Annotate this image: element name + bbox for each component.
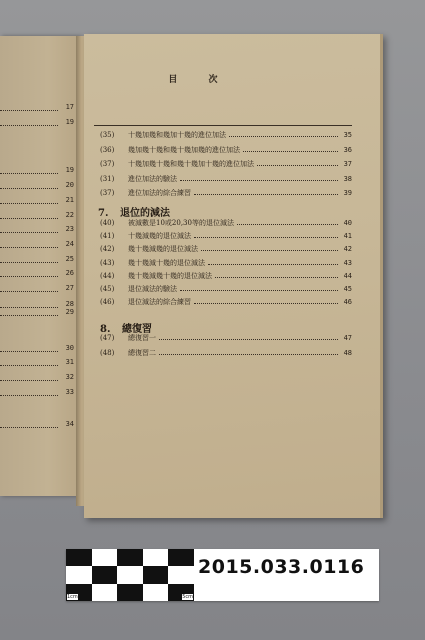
section-heading-8 (100, 320, 152, 335)
toc-leader-dots (180, 180, 338, 181)
toc-leader-dots (194, 303, 338, 304)
toc-entry-number: (48) (100, 349, 115, 357)
left-page-number: 20 (65, 181, 74, 189)
toc-entry (100, 130, 352, 140)
checker-square (117, 584, 143, 601)
catalog-number: 2015.033.0116 (198, 556, 365, 578)
checker-square (92, 566, 118, 583)
toc-entry-title: 幾十幾減幾十幾的退位減法 (128, 271, 212, 280)
toc-entry-page: 39 (343, 189, 352, 197)
left-page-number: 34 (65, 420, 74, 428)
left-page-number: 27 (65, 284, 74, 292)
toc-leader-dots (201, 250, 338, 251)
toc-entry-number: (41) (100, 232, 115, 241)
toc-entry-title: 進位加法的綜合練習 (128, 189, 191, 197)
toc-entry-number: (43) (100, 258, 115, 267)
toc-entry-title: 總復習一 (128, 334, 156, 342)
section-title: 總復習 (122, 324, 152, 335)
toc-entry-page: 45 (343, 285, 352, 293)
section-title: 退位的減法 (120, 208, 170, 219)
left-page-number: 19 (65, 166, 74, 174)
toc-entry-page: 44 (343, 271, 352, 280)
page-title: 目 次 (168, 75, 232, 85)
checker-square (143, 566, 169, 583)
color-checker (66, 549, 194, 601)
left-page-number: 30 (65, 344, 74, 352)
left-page-number: 31 (65, 358, 74, 366)
toc-entry-page: 36 (343, 145, 352, 154)
checker-square (117, 566, 143, 583)
toc-entry-title: 幾十幾減十幾的退位減法 (128, 258, 205, 267)
toc-entry (100, 244, 352, 254)
toc-entry-title: 幾加幾十幾和幾十幾加幾的進位加法 (128, 145, 240, 154)
toc-entry-number: (35) (100, 131, 115, 139)
toc-entry (100, 231, 352, 241)
toc-entry-number: (45) (100, 285, 115, 293)
toc-entry-page: 42 (343, 245, 352, 254)
toc-entry (100, 174, 352, 184)
section-number: 7. (98, 208, 109, 219)
toc-entry (100, 271, 352, 281)
left-page-number: 17 (65, 103, 74, 111)
left-page-number: 24 (65, 240, 74, 248)
toc-entry-page: 47 (343, 334, 352, 342)
toc-entry-page: 37 (343, 160, 352, 168)
toc-entry-page: 35 (343, 131, 352, 139)
left-page-number: 23 (65, 225, 74, 233)
toc-entry (100, 218, 352, 228)
toc-entry-number: (47) (100, 334, 115, 342)
toc-leader-dots (194, 237, 338, 238)
toc-leader-dots (257, 165, 338, 166)
toc-entry-number: (40) (100, 219, 115, 227)
toc-entry-title: 十幾減幾的退位減法 (128, 232, 191, 241)
left-page-number: 28 (65, 300, 74, 308)
toc-entry-title: 十幾加幾和幾加十幾的進位加法 (128, 131, 226, 139)
ruler-mark-right: 5cm (182, 594, 193, 600)
toc-entry-title: 總復習二 (128, 349, 156, 357)
title-rule (94, 125, 352, 126)
toc-leader-dots (215, 277, 338, 278)
toc-entry-title: 退位減法的驗法 (128, 285, 177, 293)
toc-entry-page: 46 (343, 298, 352, 307)
toc-entry (100, 297, 352, 307)
left-page (0, 36, 80, 496)
toc-entry (100, 258, 352, 268)
toc-leader-dots (208, 264, 338, 265)
toc-entry-page: 40 (343, 219, 352, 227)
checker-square (66, 566, 92, 583)
toc-leader-dots (229, 136, 338, 137)
toc-entry (100, 348, 352, 358)
checker-square (143, 584, 169, 601)
left-page-number: 26 (65, 269, 74, 277)
ruler-mark-left: 1cm (67, 594, 78, 600)
left-page-number: 29 (65, 308, 74, 316)
toc-entry (100, 159, 352, 169)
checker-square (168, 566, 194, 583)
toc-entry-page: 43 (343, 258, 352, 267)
toc-entry (100, 145, 352, 155)
checker-square (117, 549, 143, 566)
toc-entry-number: (46) (100, 298, 115, 307)
toc-entry-number: (31) (100, 174, 115, 183)
toc-entry-page: 41 (343, 232, 352, 241)
left-page-number: 25 (65, 255, 74, 263)
checker-square (92, 549, 118, 566)
left-page-number: 21 (65, 196, 74, 204)
toc-entry-number: (42) (100, 245, 115, 254)
checker-square (66, 549, 92, 566)
toc-entry-page: 38 (343, 174, 352, 183)
checker-square (168, 549, 194, 566)
checker-square (92, 584, 118, 601)
toc-entry (100, 188, 352, 198)
left-page-number: 19 (65, 118, 74, 126)
checker-square (143, 549, 169, 566)
toc-leader-dots (159, 354, 338, 355)
left-page-number: 22 (65, 211, 74, 219)
toc-entry-number: (37) (100, 189, 115, 197)
toc-entry-page: 48 (343, 349, 352, 357)
toc-leader-dots (180, 290, 338, 291)
toc-leader-dots (159, 339, 338, 340)
toc-entry-title: 被減數是10或20,30等的退位減法 (128, 219, 234, 227)
toc-entry-number: (44) (100, 271, 115, 280)
toc-leader-dots (237, 224, 338, 225)
toc-entry-title: 進位加法的驗法 (128, 174, 177, 183)
toc-leader-dots (243, 151, 338, 152)
left-page-number: 32 (65, 373, 74, 381)
toc-entry (100, 284, 352, 294)
section-heading-7 (98, 204, 170, 219)
toc-leader-dots (194, 194, 338, 195)
left-page-number: 33 (65, 388, 74, 396)
section-number: 8. (100, 324, 111, 335)
toc-entry-title: 退位減法的綜合練習 (128, 298, 191, 307)
toc-entry-number: (37) (100, 160, 115, 168)
toc-entry-title: 幾十幾減幾的退位減法 (128, 245, 198, 254)
toc-entry-number: (36) (100, 145, 115, 154)
toc-entry-title: 十幾加幾十幾和幾十幾加十幾的進位加法 (128, 160, 254, 168)
